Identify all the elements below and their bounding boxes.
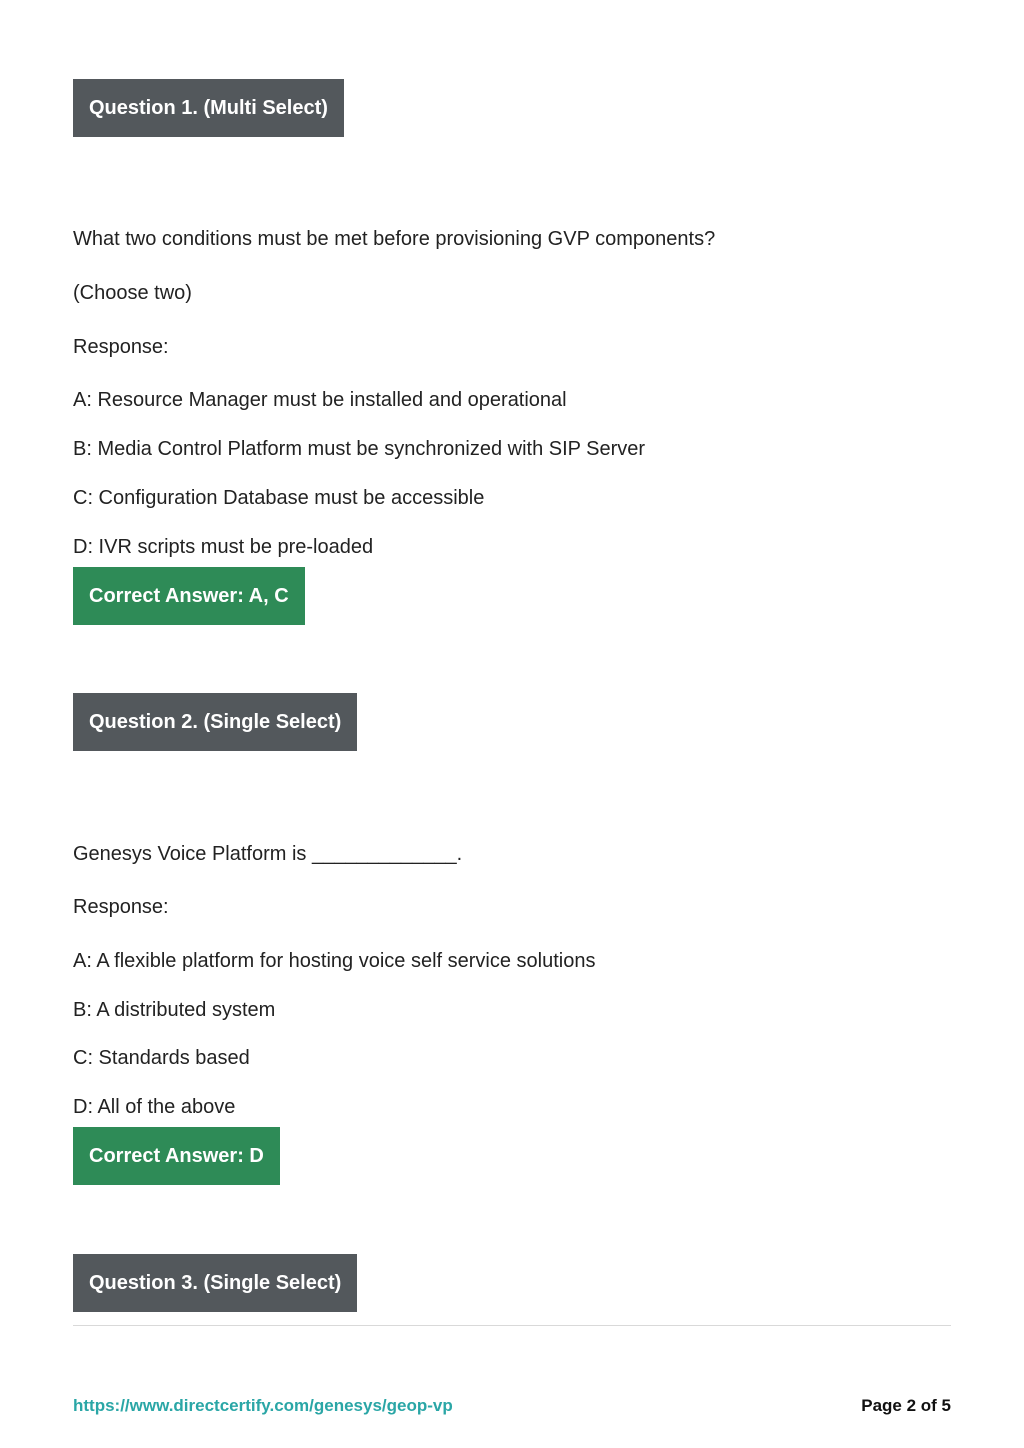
question-1-prompt: What two conditions must be met before provisioning GVP components?: [73, 228, 716, 250]
question-2-option-c: C: Standards based: [73, 1047, 250, 1069]
question-2-option-b: B: A distributed system: [73, 999, 276, 1021]
question-1-response-label: Response:: [73, 336, 169, 358]
page-number: Page 2 of 5: [861, 1396, 951, 1415]
question-1-option-d: D: IVR scripts must be pre-loaded: [73, 536, 374, 558]
question-1-header: Question 1. (Multi Select): [73, 79, 344, 137]
question-1-option-c: C: Configuration Database must be accessible: [73, 487, 485, 509]
question-2-header: Question 2. (Single Select): [73, 693, 357, 751]
question-2-response-label: Response:: [73, 896, 169, 918]
question-1-correct-answer: Correct Answer: A, C: [73, 567, 305, 625]
question-2-option-d: D: All of the above: [73, 1096, 236, 1118]
footer-url-link[interactable]: https://www.directcertify.com/genesys/geop-vp: [73, 1396, 453, 1415]
question-2-prompt: Genesys Voice Platform is _____________.: [73, 843, 463, 865]
footer-divider: [73, 1325, 951, 1326]
question-2-correct-answer: Correct Answer: D: [73, 1127, 280, 1185]
question-1-option-a: A: Resource Manager must be installed and operational: [73, 389, 567, 411]
question-1-instruction: (Choose two): [73, 282, 192, 304]
question-1-option-b: B: Media Control Platform must be synchronized with SIP Server: [73, 438, 646, 460]
question-3-header: Question 3. (Single Select): [73, 1254, 357, 1312]
question-2-option-a: A: A flexible platform for hosting voice self service solutions: [73, 950, 596, 972]
